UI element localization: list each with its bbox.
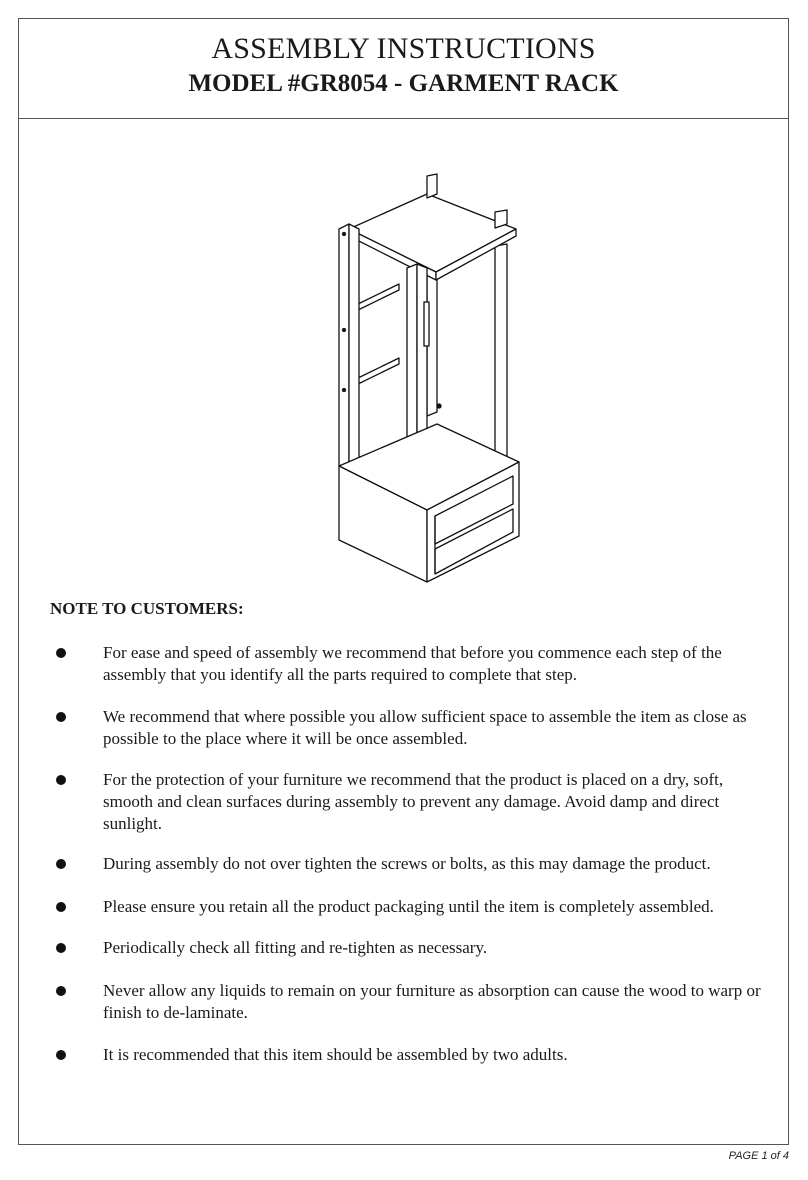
page-frame (18, 18, 789, 1145)
post-tab-back (427, 174, 437, 198)
bullet-icon (56, 859, 66, 869)
bullet-icon (56, 648, 66, 658)
front-left-post (339, 224, 349, 470)
garment-rack-illustration (309, 154, 549, 594)
notes-heading: NOTE TO CUSTOMERS: (50, 599, 244, 618)
header (19, 19, 788, 119)
model-title: MODEL #GR8054 - GARMENT RACK (188, 70, 619, 97)
top-board (349, 194, 516, 272)
bullet-icon (56, 943, 66, 953)
note-text: For ease and speed of assembly we recommend that before you commence each step of the assembly that you identify all the parts required to complete that step. (103, 643, 722, 684)
note-text: It is recommended that this item should be assembled by two adults. (103, 1045, 568, 1064)
note-text: We recommend that where possible you allow sufficient space to assemble the item as close as possible to the place where it will be once assembled. (103, 707, 747, 748)
page-number: PAGE 1 of 4 (728, 1150, 789, 1162)
bullet-icon (56, 775, 66, 785)
upper-shelf (358, 284, 399, 310)
front-left-post-face (349, 224, 359, 474)
bullet-icon (56, 712, 66, 722)
note-text: Never allow any liquids to remain on your furniture as absorption can cause the wood to warp or finish to de-laminate. (103, 981, 761, 1022)
page-title: ASSEMBLY INSTRUCTIONS (211, 32, 596, 65)
note-text: For the protection of your furniture we recommend that the product is placed on a dry, soft, smooth and clean surfaces during assembly to prevent any damage. Avoid damp and direct sunlight. (103, 770, 724, 833)
note-text: Please ensure you retain all the product packaging until the item is completely assembled. (103, 897, 714, 916)
note-text: Periodically check all fitting and re-tighten as necessary. (103, 938, 488, 957)
middle-shelf (358, 358, 399, 384)
note-text: During assembly do not over tighten the screws or bolts, as this may damage the product. (103, 854, 711, 873)
back-right-post (495, 244, 507, 460)
bullet-icon (56, 986, 66, 996)
bullet-icon (56, 1050, 66, 1060)
bullet-icon (56, 902, 66, 912)
